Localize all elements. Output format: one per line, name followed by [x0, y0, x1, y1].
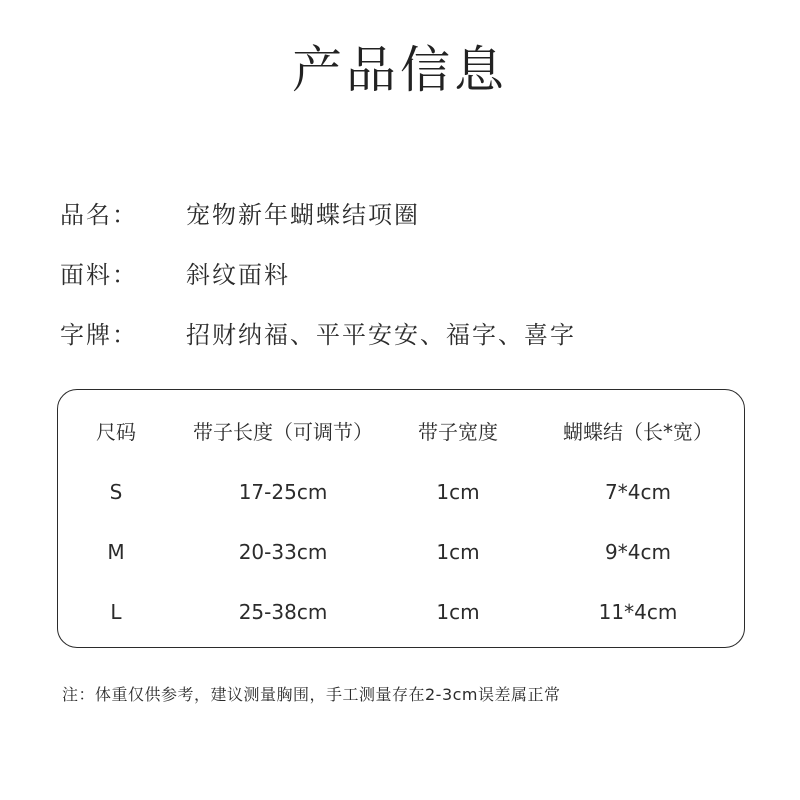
table-row [58, 592, 744, 632]
cell-size: S [109, 480, 123, 504]
info-label-fabric: 面料： [60, 260, 138, 289]
cell-strap-length: 17-25cm [238, 480, 328, 504]
cell-strap-length: 20-33cm [238, 540, 328, 564]
cell-strap-width: 1cm [436, 540, 480, 564]
footnote: 注：体重仅供参考，建议测量胸围，手工测量存在2-3cm误差属正常 [62, 685, 561, 704]
table-row [58, 532, 744, 572]
cell-strap-width: 1cm [436, 480, 480, 504]
cell-bow-size: 9*4cm [605, 540, 671, 564]
cell-strap-length: 25-38cm [238, 600, 328, 624]
cell-bow-size: 7*4cm [605, 480, 671, 504]
info-value-name: 宠物新年蝴蝶结项圈 [186, 200, 420, 229]
size-table [57, 389, 745, 648]
header-strap-width: 带子宽度 [418, 420, 498, 444]
table-header-row [58, 412, 744, 452]
info-value-fabric: 斜纹面料 [186, 260, 290, 289]
product-info-list [60, 190, 760, 370]
header-bow-size: 蝴蝶结（长*宽） [563, 420, 713, 444]
cell-bow-size: 11*4cm [598, 600, 678, 624]
cell-strap-width: 1cm [436, 600, 480, 624]
page-title: 产品信息 [292, 41, 508, 99]
header-strap-length: 带子长度（可调节） [193, 420, 373, 444]
cell-size: L [110, 600, 122, 624]
info-label-tag: 字牌： [60, 320, 138, 349]
table-row [58, 472, 744, 512]
header-size: 尺码 [96, 420, 136, 444]
info-row-tag [60, 310, 760, 354]
info-value-tag: 招财纳福、平平安安、福字、喜字 [186, 320, 576, 349]
info-row-fabric [60, 250, 760, 294]
info-label-name: 品名： [60, 200, 138, 229]
cell-size: M [107, 540, 125, 564]
info-row-name [60, 190, 760, 234]
